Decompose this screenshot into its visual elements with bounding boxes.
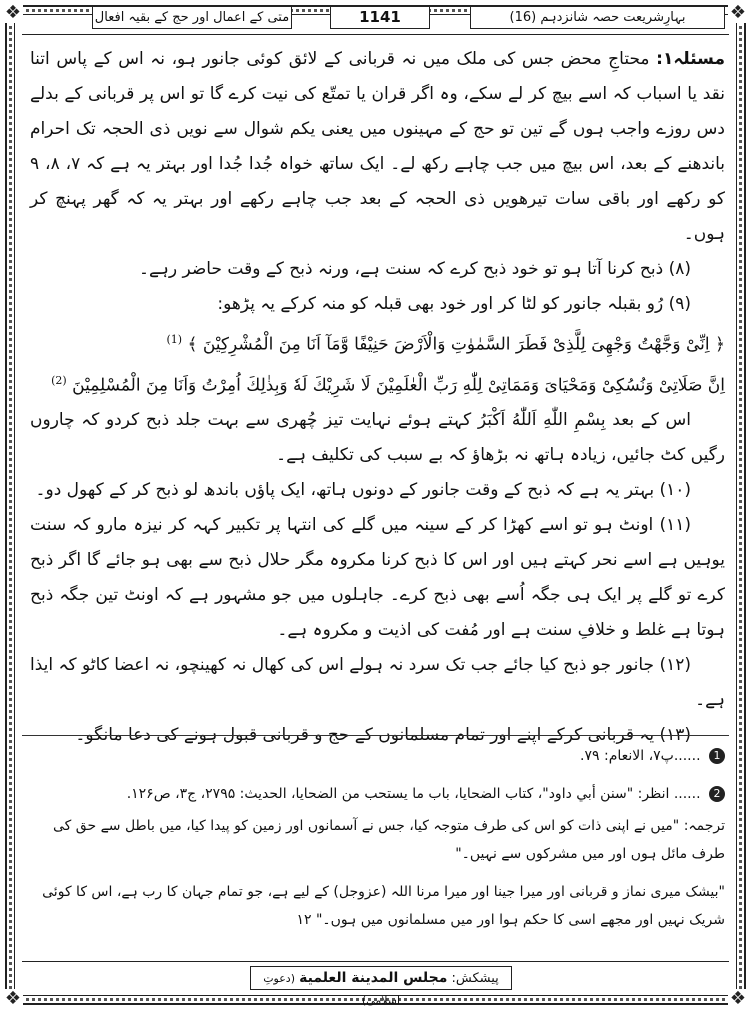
book-title-header: بہارِشریعت حصہ شانزدہم (16): [470, 6, 725, 29]
page-body: [30, 42, 725, 753]
footnote-divider: [22, 735, 729, 736]
translation-verse-1: ترجمہ: "میں نے اپنی ذات کو اس کی طرف متوجہ کیا، جس نے آسمانوں اور زمین کو پیدا کیا، میں باطل سے حق کی طرف مائل ہوں اور میں مشرکوں سے نہیں۔": [53, 818, 725, 862]
footnote-text: ......پ۷، الانعام: ۷۹.: [580, 748, 701, 764]
translation-verse-2: "بیشک میری نماز و قربانی اور میرا جینا اور میرا مرنا اللہ (عزوجل) کے لیے ہے، جو تمام جہان کا رب ہے، اس کا کوئی شریک نہیں اور مجھے اسی کا حکم ہوا اور میں مسلمانوں میں ہوں۔" ۱۲: [42, 884, 725, 928]
publisher-name: مجلس المدينة العلمية: [299, 970, 448, 986]
chapter-title-header: متی کے اعمال اور حج کے بقیہ افعال: [92, 6, 292, 29]
publisher-subtitle: (دعوتِ اسلامی): [263, 972, 401, 1007]
masala-paragraph: [30, 42, 725, 252]
verse-1-footnote-ref: (1): [166, 333, 183, 346]
bismillah-paragraph: اس کے بعد بِسْمِ اللّٰهِ اَللّٰهُ اَكْبَرُ کہتے ہوئے نہایت تیز چُھری سے بہت جلد ذبح کردو کہ چاروں رگیں کٹ جائیں، زیادہ ہاتھ نہ بڑھاؤ کہ بے سبب کی تکلیف ہے۔: [30, 410, 725, 466]
quran-verse-2: [30, 363, 725, 404]
corner-ornament-icon: ❖: [4, 2, 22, 23]
verse-1-text: ﴿ اِنِّىْ وَجَّهْتُ وَجْهِىَ لِلَّذِىْ فَطَرَ السَّمٰوٰتِ وَالْاَرْضَ حَنِيْفًا وَّمَآ اَنَا مِنَ الْمُشْرِكِيْنَ ﴾: [187, 334, 725, 355]
item-10: (۱۰) بہتر یہ ہے کہ ذبح کے وقت جانور کے دونوں ہاتھ، ایک پاؤں باندھ لو ذبح کر کے کھول دو۔: [35, 480, 691, 501]
corner-ornament-icon: ❖: [729, 988, 747, 1009]
footnote-2: [30, 780, 725, 808]
publisher-box: [250, 966, 512, 1007]
footnote-number-badge: 2: [709, 786, 725, 802]
footer-divider: [22, 961, 729, 962]
item-9: (۹) رُو بقبلہ جانور کو لٹا کر اور خود بھی قبلہ کو منہ کرکے یہ پڑھو:: [217, 294, 691, 314]
corner-ornament-icon: ❖: [729, 2, 747, 23]
item-8: (۸) ذبح کرنا آتا ہو تو خود ذبح کرے کہ سنت ہے، ورنہ ذبح کے وقت حاضر رہے۔: [139, 259, 691, 279]
verse-2-text: اِنَّ صَلَاتِىْ وَنُسُكِىْ وَمَحْيَاىَ وَمَمَاتِىْ لِلّٰهِ رَبِّ الْعٰلَمِيْنَ لَا شَرِيْكَ لَهٗ وَبِذٰلِكَ اُمِرْتُ وَاَنَا مِنَ الْمُسْلِمِيْنَ: [72, 375, 725, 396]
header-divider: [22, 34, 729, 35]
presented-by-label: پیشکش:: [451, 971, 499, 986]
quran-verse-1: [30, 322, 725, 363]
footnote-text: ...... انظر: "سنن أبي داود"، كتاب الضحايا، باب ما يستحب من الضحايا، الحديث: ۲۷۹۵، ج۳، ص۱۲۶.: [126, 786, 701, 802]
page-number: 1141: [330, 6, 430, 29]
item-12: (۱۲) جانور جو ذبح کیا جائے جب تک سرد نہ ہولے اس کی کھال نہ کھینچو، نہ اعضا کاٹو کہ ایذا ہے۔: [30, 655, 725, 711]
item-11: (۱۱) اونٹ ہو تو اسے کھڑا کر کے سینہ میں گلے کی انتہا پر تکبیر کہہ کر نیزہ مارو کہ سنت یوہیں ہے اسے نحر کہتے ہیں اور اس کا ذبح کرنا مکروہ مگر حلال ذبح سے بھی ہو جائے گا اگر ذبح کرے تو گلے پر ایک ہی جگہ اُسے بھی ذبح کرے۔ جاہلوں میں جو مشہور ہے کہ اونٹ تین جگہ ذبح ہوتا ہے غلط و خلافِ سنت ہے اور مُفت کی اذیت و مکروہ ہے۔: [30, 515, 725, 641]
masala-text: محتاجِ محض جس کی ملک میں نہ قربانی کے لائق کوئی جانور ہو، نہ اس کے پاس اتنا نقد یا اسباب کہ اسے بیچ کر لے سکے، وہ اگر قران یا تمتّع کی نیت کرے گا تو اس پر قربانی کے بدلے دس روزے واجب ہوں گے تین تو حج کے مہینوں میں یعنی یکم شوال سے نویں ذی الحجہ تک احرام باندھنے کے بعد، اس بیچ میں جب چاہے رکھ لے۔ ایک ساتھ خواہ جُدا جُدا اور بہتر یہ ہے کہ ۷، ۸، ۹ کو رکھے اور باقی سات تیرھویں ذی الحجہ کے بعد جب چاہے رکھے اور بہتر یہ کہ گھر پہنچ کر ہوں۔: [30, 49, 726, 244]
footnote-number-badge: 1: [709, 748, 725, 764]
verse-2-footnote-ref: (2): [51, 373, 67, 387]
footnotes: [30, 742, 725, 934]
item-13: (۱۳) یہ قربانی کرکے اپنے اور تمام مسلمانوں کے حج و قربانی قبول ہونے کی دعا مانگو۔: [75, 725, 691, 746]
masala-label: مسئلہ۱:: [656, 49, 725, 69]
corner-ornament-icon: ❖: [4, 988, 22, 1009]
footnote-1: [30, 742, 725, 770]
